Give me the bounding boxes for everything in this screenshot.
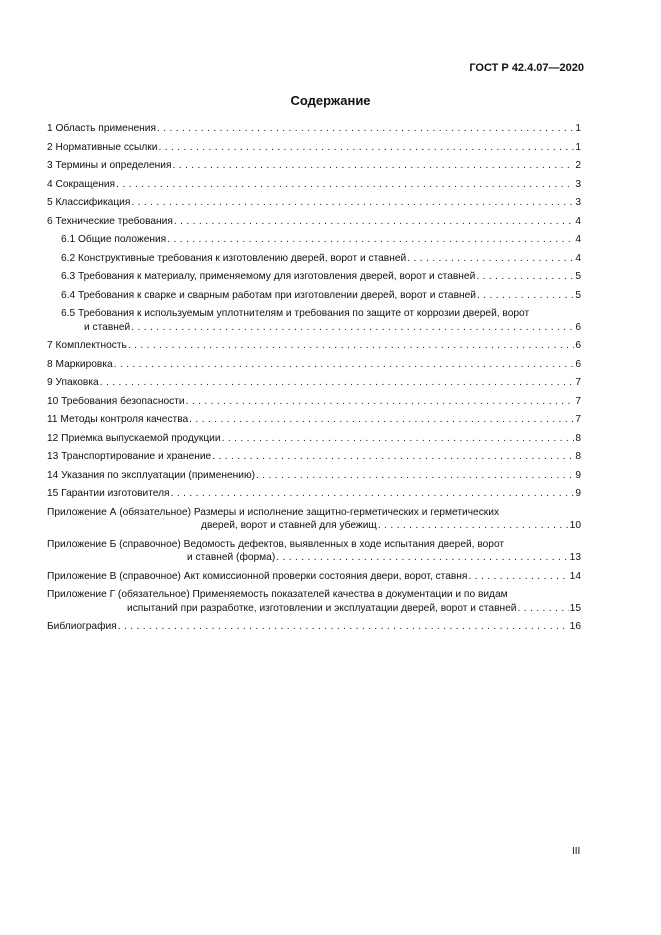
toc-appendix-entry[interactable] bbox=[47, 538, 581, 565]
leader-dots bbox=[131, 196, 574, 210]
toc-entry-title: 14 Указания по эксплуатации (применению) bbox=[47, 469, 256, 481]
toc-subentry[interactable] bbox=[47, 307, 581, 334]
toc-entry-page: 4 bbox=[575, 215, 581, 227]
toc-entry[interactable] bbox=[47, 432, 581, 446]
toc-appendix-entry[interactable] bbox=[47, 588, 581, 615]
toc-entry-page: 9 bbox=[575, 469, 581, 481]
toc-entry-title: 7 Комплектность bbox=[47, 340, 127, 351]
toc-entry-title: 13 Транспортирование и хранение bbox=[47, 451, 212, 462]
toc-entry-title-cont: дверей, ворот и ставней для убежищ bbox=[201, 520, 377, 531]
toc-entry[interactable] bbox=[47, 159, 581, 173]
toc-entry-page: 9 bbox=[575, 488, 581, 499]
page-number: III bbox=[572, 846, 581, 857]
toc-entry-title: 4 Сокращения bbox=[47, 178, 116, 190]
toc-appendix-entry[interactable] bbox=[47, 570, 581, 584]
toc-entry[interactable] bbox=[47, 376, 581, 390]
toc-appendix-entry[interactable] bbox=[47, 506, 581, 533]
toc-entry-title: 2 Нормативные ссылки bbox=[47, 141, 158, 153]
toc-entry-page: 16 bbox=[569, 621, 581, 632]
toc-entry-page: 1 bbox=[575, 141, 581, 153]
toc-entry-bibliography[interactable] bbox=[47, 620, 581, 634]
leader-dots bbox=[157, 122, 574, 136]
toc-entry-page: 14 bbox=[569, 570, 581, 582]
leader-dots bbox=[407, 252, 574, 266]
toc-entry-page: 15 bbox=[569, 602, 581, 614]
toc-entry-title: 8 Маркировка bbox=[47, 358, 113, 370]
leader-dots bbox=[100, 376, 575, 390]
toc-entry[interactable] bbox=[47, 450, 581, 464]
leader-dots bbox=[212, 450, 574, 464]
toc-entry-page: 5 bbox=[575, 271, 581, 282]
toc-entry-title: 6.5 Требования к используемым уплотнителям и требования по защите от коррозии дверей, ворот bbox=[61, 308, 530, 319]
leader-dots bbox=[116, 178, 574, 192]
toc-entry-page: 13 bbox=[569, 552, 581, 563]
toc-entry-page: 3 bbox=[575, 197, 581, 208]
toc-entry[interactable] bbox=[47, 141, 581, 155]
toc-entry-page: 6 bbox=[575, 321, 581, 333]
toc-entry-title: 6.4 Требования к сварке и сварным работам при изготовлении дверей, ворот и ставней bbox=[61, 289, 476, 301]
leader-dots bbox=[378, 519, 569, 533]
toc-entry-title: Приложение В (справочное) Акт комиссионной проверки состояния двери, ворот, ставня bbox=[47, 570, 468, 582]
leader-dots bbox=[477, 289, 574, 303]
toc-entry-page: 7 bbox=[575, 395, 581, 407]
toc-entry-page: 4 bbox=[575, 252, 581, 264]
toc-subentry[interactable] bbox=[47, 289, 581, 303]
toc-entry[interactable] bbox=[47, 395, 581, 409]
leader-dots bbox=[222, 432, 575, 446]
toc-entry-title: 6 Технические требования bbox=[47, 215, 173, 227]
toc-subentry[interactable] bbox=[47, 233, 581, 247]
leader-dots bbox=[128, 339, 575, 353]
toc-entry-title: 5 Классификация bbox=[47, 197, 131, 208]
toc-subentry[interactable] bbox=[47, 252, 581, 266]
toc-entry-title: 11 Методы контроля качества bbox=[47, 414, 189, 425]
document-code: ГОСТ Р 42.4.07—2020 bbox=[469, 62, 584, 74]
toc-entry-page: 6 bbox=[575, 340, 581, 351]
leader-dots bbox=[158, 141, 574, 155]
leader-dots bbox=[468, 570, 568, 584]
toc-entry-title-cont: испытаний при разработке, изготовлении и эксплуатации дверей, ворот и ставней bbox=[127, 602, 517, 614]
leader-dots bbox=[167, 233, 574, 247]
leader-dots bbox=[114, 358, 575, 372]
toc-entry-title: Приложение Г (обязательное) Применяемость показателей качества в документации и по видам bbox=[47, 589, 508, 600]
toc-entry-title: Библиография bbox=[47, 621, 117, 632]
toc-entry[interactable] bbox=[47, 358, 581, 372]
toc-entry-title: 12 Приемка выпускаемой продукции bbox=[47, 432, 221, 444]
page-title: Содержание bbox=[290, 93, 371, 108]
toc-entry-page: 3 bbox=[575, 178, 581, 190]
toc-entry[interactable] bbox=[47, 196, 581, 210]
toc-entry-page: 4 bbox=[575, 234, 581, 245]
toc-entry[interactable] bbox=[47, 469, 581, 483]
toc-entry-page: 10 bbox=[569, 520, 581, 531]
leader-dots bbox=[131, 321, 574, 335]
toc-entry-title: 9 Упаковка bbox=[47, 377, 99, 388]
toc-entry-title: 6.1 Общие положения bbox=[61, 234, 167, 245]
toc-entry-page: 1 bbox=[575, 123, 581, 134]
toc-entry-title-cont: и ставней (форма) bbox=[187, 552, 276, 563]
toc-entry-title: 6.2 Конструктивные требования к изготовлению дверей, ворот и ставней bbox=[61, 252, 407, 264]
toc-entry-title: Приложение Б (справочное) Ведомость дефектов, выявленных в ходе испытания дверей, ворот bbox=[47, 538, 505, 550]
toc-entry-title: 15 Гарантии изготовителя bbox=[47, 488, 170, 499]
toc-entry-page: 7 bbox=[575, 377, 581, 388]
leader-dots bbox=[476, 270, 574, 284]
toc-entry-page: 5 bbox=[575, 289, 581, 301]
leader-dots bbox=[171, 487, 575, 501]
table-of-contents bbox=[47, 122, 581, 634]
toc-entry-title: 6.3 Требования к материалу, применяемому для изготовления дверей, ворот и ставней bbox=[61, 271, 476, 282]
toc-entry-page: 2 bbox=[575, 160, 581, 171]
toc-entry-page: 8 bbox=[575, 432, 581, 444]
toc-entry[interactable] bbox=[47, 339, 581, 353]
toc-subentry[interactable] bbox=[47, 270, 581, 284]
leader-dots bbox=[172, 159, 574, 173]
toc-entry-page: 6 bbox=[575, 358, 581, 370]
leader-dots bbox=[174, 215, 574, 229]
toc-entry-title: Приложение А (обязательное) Размеры и исполнение защитно-герметических и герметических bbox=[47, 506, 500, 518]
leader-dots bbox=[118, 620, 569, 634]
leader-dots bbox=[518, 602, 569, 616]
toc-entry-page: 8 bbox=[575, 451, 581, 462]
toc-entry[interactable] bbox=[47, 178, 581, 192]
toc-entry[interactable] bbox=[47, 122, 581, 136]
toc-entry-title-cont: и ставней bbox=[84, 321, 131, 333]
leader-dots bbox=[256, 469, 574, 483]
toc-entry[interactable] bbox=[47, 487, 581, 501]
toc-entry-title: 1 Область применения bbox=[47, 123, 156, 134]
toc-entry-page: 7 bbox=[575, 414, 581, 425]
toc-entry-title: 10 Требования безопасности bbox=[47, 395, 185, 407]
toc-entry[interactable] bbox=[47, 413, 581, 427]
toc-entry-title: 3 Термины и определения bbox=[47, 160, 172, 171]
leader-dots bbox=[276, 551, 568, 565]
toc-entry[interactable] bbox=[47, 215, 581, 229]
leader-dots bbox=[186, 395, 575, 409]
leader-dots bbox=[189, 413, 574, 427]
